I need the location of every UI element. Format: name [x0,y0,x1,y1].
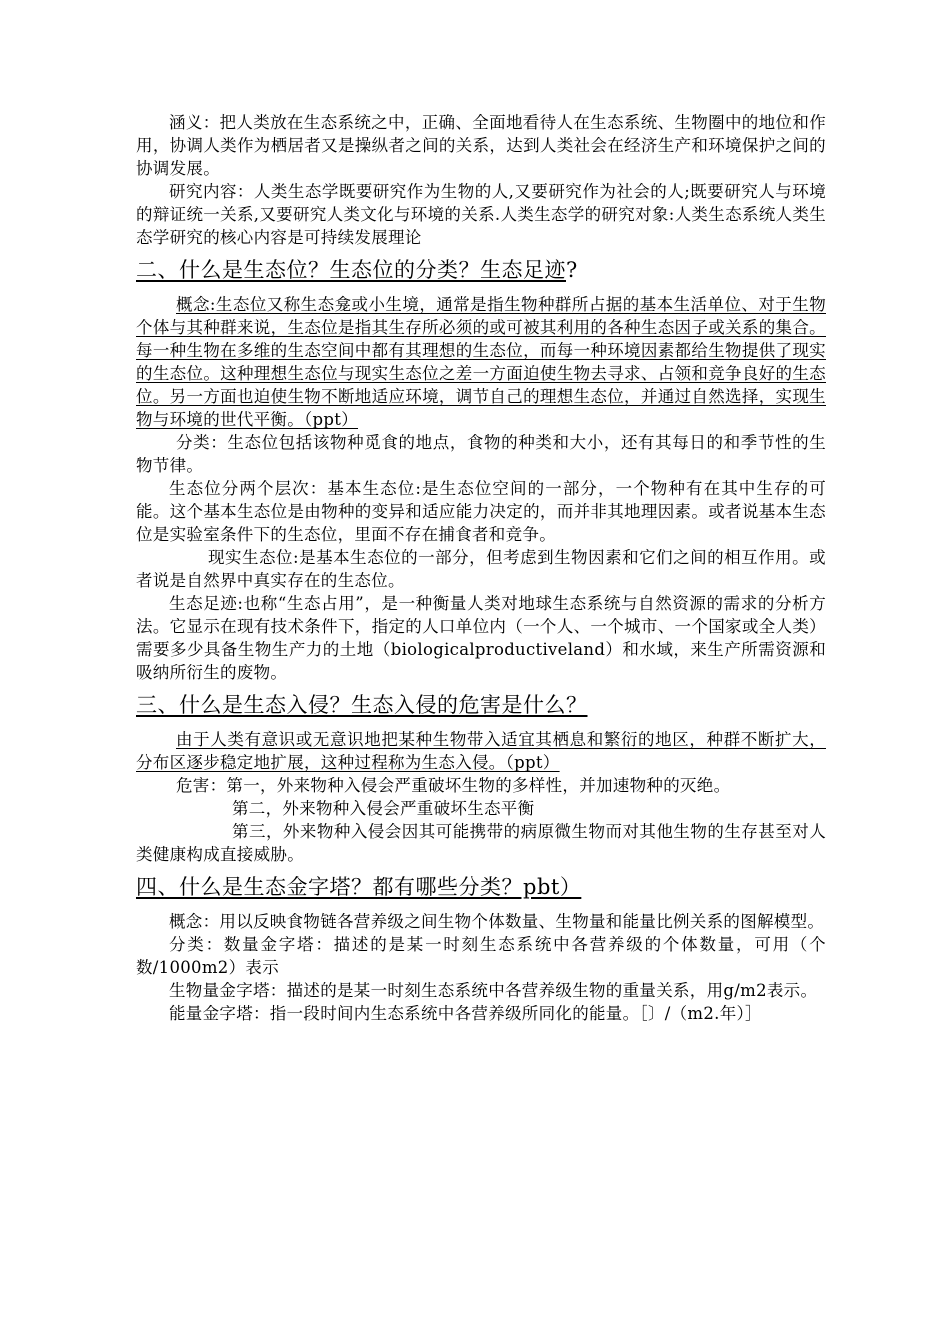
pyramid-biomass-paragraph: 生物量金字塔：描述的是某一时刻生态系统中各营养级生物的重量关系，用g/m2表示。 [169,981,818,1000]
section-heading-pyramid-text: 四、什么是生态金字塔？都有哪些分类？pbt） [136,875,582,899]
invasion-definition-text: 由于人类有意识或无意识地把某种生物带入适宜其栖息和繁衍的地区，种群不断扩大，分布区逐步稳定地扩展，这种过程称为生态入侵。（ppt） [136,730,826,772]
section-heading-invasion [136,690,826,720]
niche-concept-text: 概念:生态位又称生态龛或小生境，通常是指生物种群所占据的基本生活单位、对于生物个体与其种群来说，生态位是指其生存所必须的或可被其利用的各种生态因子或关系的集合。每一种生物在多维的生态空间中都有其理想的生态位，而每一种环境因素都给生物提供了现实的生态位。这种理想生态位与现实生态位之差一方面迫使生物去寻求、占领和竞争良好的生态位。另一方面也迫使生物不断地适应环境，调节自己的理想生态位，并通过自然选择，实现生物与环境的世代平衡。（ppt） [136,295,826,429]
section-heading-invasion-text: 三、什么是生态入侵？生态入侵的危害是什么？ [136,693,588,717]
pyramid-concept-paragraph: 概念：用以反映食物链各营养级之间生物个体数量、生物量和能量比例关系的图解模型。 [169,912,825,931]
section-heading-niche [136,255,826,285]
realized-niche-paragraph: 现实生态位:是基本生态位的一部分，但考虑到生物因素和它们之间的相互作用。或者说是自然界中真实存在的生态位。 [136,548,826,590]
invasion-harm-third: 第三，外来物种入侵会因其可能携带的病原微生物而对其他生物的生存甚至对人类健康构成直接威胁。 [136,822,826,864]
section-heading-niche-tail: ? [566,258,578,282]
pyramid-energy-paragraph: 能量金字塔：指一段时间内生态系统中各营养级所同化的能量。［〕/（m2.年）］ [169,1004,762,1023]
invasion-definition-paragraph [136,728,826,774]
pyramid-number-paragraph: 分类：数量金字塔：描述的是某一时刻生态系统中各营养级的个体数量，可用（个数/1000m2）表示 [136,935,826,977]
ecological-footprint-paragraph: 生态足迹:也称“生态占用”，是一种衡量人类对地球生态系统与自然资源的需求的分析方法。它显示在现有技术条件下，指定的人口单位内（一个人、一个城市、一个国家或全人类）需要多少具备生物生产力的土地（biologicalproductiveland）和水域，来生产所需资源和吸纳所衍生的废物。 [136,594,826,682]
niche-levels-paragraph: 生态位分两个层次：基本生态位:是生态位空间的一部分，一个物种有在其中生存的可能。这个基本生态位是由物种的变异和适应能力决定的，而并非其地理因素。或者说基本生态位是实验室条件下的生态位，里面不存在捕食者和竞争。 [136,479,826,544]
invasion-harm-second: 第二，外来物种入侵会严重破坏生态平衡 [232,799,535,818]
niche-concept-paragraph [136,293,826,431]
invasion-harm-first: 危害：第一，外来物种入侵会严重破坏生物的多样性，并加速物种的灭绝。 [176,776,731,795]
research-content-paragraph: 研究内容：人类生态学既要研究作为生物的人,又要研究作为社会的人;既要研究人与环境的辩证统一关系,又要研究人类文化与环境的关系.人类生态学的研究对象:人类生态系统人类生态学研究的核心内容是可持续发展理论 [136,182,826,247]
section-heading-pyramid [136,872,826,902]
document-page [136,111,826,1025]
niche-classification-paragraph: 分类：生态位包括该物种觅食的地点，食物的种类和大小，还有其每日的和季节性的生物节律。 [136,433,826,475]
meaning-paragraph: 涵义：把人类放在生态系统之中，正确、全面地看待人在生态系统、生物圈中的地位和作用，协调人类作为栖居者又是操纵者之间的关系，达到人类社会在经济生产和环境保护之间的协调发展。 [136,113,826,178]
section-heading-niche-text: 二、什么是生态位？生态位的分类？生态足迹 [136,258,566,282]
